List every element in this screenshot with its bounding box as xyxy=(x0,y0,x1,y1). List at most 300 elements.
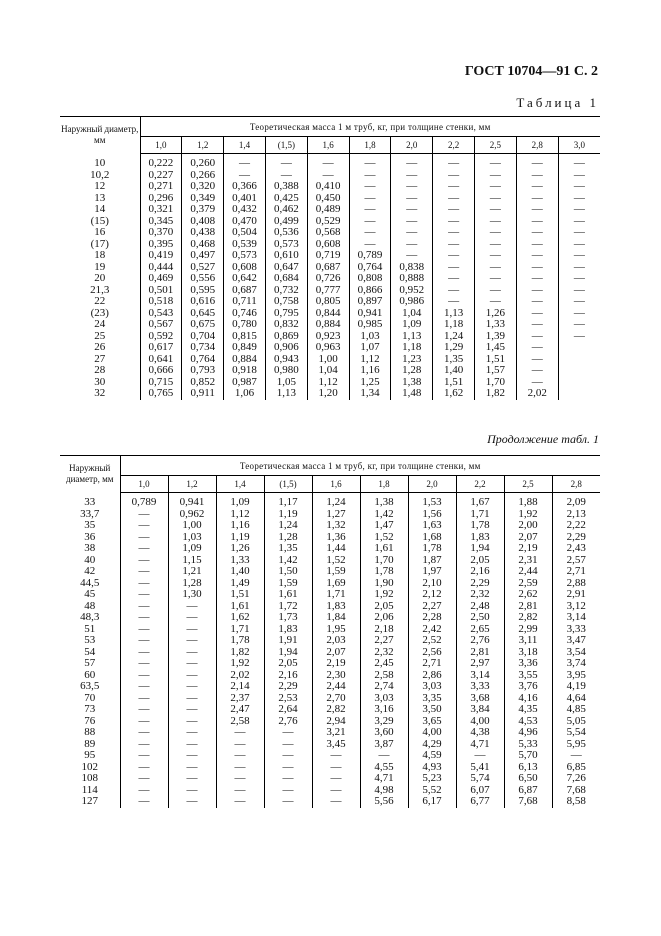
mass-cell: — xyxy=(391,193,433,205)
mass-cell: 1,48 xyxy=(391,388,433,400)
mass-cell: — xyxy=(360,750,408,762)
mass-cell: — xyxy=(516,273,558,285)
wall-thickness-header: (1,5) xyxy=(265,137,307,154)
mass-cell: — xyxy=(475,193,517,205)
wall-thickness-header: 2,5 xyxy=(475,137,517,154)
mass-cell: 0,777 xyxy=(307,285,349,297)
mass-cell: 0,726 xyxy=(307,273,349,285)
mass-cell: 1,44 xyxy=(312,543,360,555)
mass-cell: 7,68 xyxy=(504,796,552,808)
mass-cell: 4,98 xyxy=(360,785,408,797)
mass-cell: 3,55 xyxy=(504,670,552,682)
mass-cell: 0,568 xyxy=(307,227,349,239)
mass-cell: 1,26 xyxy=(216,543,264,555)
mass-cell xyxy=(558,388,600,400)
mass-cell: 0,349 xyxy=(182,193,224,205)
mass-cell: — xyxy=(120,589,168,601)
mass-cell: — xyxy=(391,170,433,182)
mass-cell: 0,838 xyxy=(391,262,433,274)
table-row xyxy=(60,250,600,262)
mass-cell: 0,438 xyxy=(182,227,224,239)
mass-cell: 1,24 xyxy=(312,493,360,509)
mass-cell: 0,884 xyxy=(307,319,349,331)
mass-cell: 0,941 xyxy=(349,308,391,320)
mass-cell: — xyxy=(264,739,312,751)
mass-cell: — xyxy=(120,601,168,613)
mass-cell: 0,687 xyxy=(224,285,266,297)
mass-cell: 2,74 xyxy=(360,681,408,693)
mass-cell: 1,21 xyxy=(168,566,216,578)
mass-cell: — xyxy=(349,193,391,205)
mass-cell: — xyxy=(475,216,517,228)
mass-cell: 3,35 xyxy=(408,693,456,705)
table-row xyxy=(60,342,600,354)
mass-cell: — xyxy=(264,785,312,797)
mass-cell: 2,82 xyxy=(504,612,552,624)
mass-cell: 2,10 xyxy=(408,578,456,590)
mass-cell: — xyxy=(168,601,216,613)
mass-cell: 0,608 xyxy=(307,239,349,251)
mass-cell: 5,54 xyxy=(552,727,600,739)
mass-cell: 1,84 xyxy=(312,612,360,624)
mass-cell: 0,556 xyxy=(182,273,224,285)
mass-cell: 0,379 xyxy=(182,204,224,216)
mass-cell: 0,610 xyxy=(265,250,307,262)
mass-cell: — xyxy=(120,750,168,762)
mass-cell: 0,529 xyxy=(307,216,349,228)
mass-cell: 2,97 xyxy=(456,658,504,670)
diameter-cell: 21,3 xyxy=(60,285,140,297)
mass-cell: — xyxy=(475,170,517,182)
wall-thickness-header: 1,6 xyxy=(312,476,360,493)
mass-cell: 2,91 xyxy=(552,589,600,601)
wall-thickness-header: 2,0 xyxy=(391,137,433,154)
mass-cell: 1,03 xyxy=(349,331,391,343)
mass-cell: 0,641 xyxy=(140,354,182,366)
table-row xyxy=(60,181,600,193)
mass-cell: — xyxy=(558,308,600,320)
mass-cell: — xyxy=(516,204,558,216)
mass-cell: 0,719 xyxy=(307,250,349,262)
mass-cell: 3,87 xyxy=(360,739,408,751)
mass-cell: — xyxy=(168,785,216,797)
mass-cell: 0,260 xyxy=(182,154,224,170)
mass-cell: — xyxy=(516,296,558,308)
mass-cell: 0,296 xyxy=(140,193,182,205)
table-row xyxy=(60,750,600,762)
mass-cell: 1,24 xyxy=(433,331,475,343)
mass-cell: — xyxy=(433,154,475,170)
wall-thickness-header: 3,0 xyxy=(558,137,600,154)
diameter-cell: 88 xyxy=(60,727,120,739)
table-row xyxy=(60,704,600,716)
mass-cell: — xyxy=(224,154,266,170)
mass-cell: 2,58 xyxy=(216,716,264,728)
mass-cell: — xyxy=(120,773,168,785)
mass-cell: — xyxy=(264,773,312,785)
diameter-cell: 10 xyxy=(60,154,140,170)
mass-cell: 4,35 xyxy=(504,704,552,716)
mass-cell: — xyxy=(168,658,216,670)
mass-cell: — xyxy=(216,750,264,762)
mass-cell: 3,54 xyxy=(552,647,600,659)
mass-cell: 3,76 xyxy=(504,681,552,693)
diameter-cell: 33 xyxy=(60,493,120,509)
table-row xyxy=(60,154,600,170)
mass-cell: — xyxy=(391,216,433,228)
mass-cell: — xyxy=(391,181,433,193)
table-row xyxy=(60,296,600,308)
mass-cell: 1,36 xyxy=(312,532,360,544)
diameter-cell: 76 xyxy=(60,716,120,728)
diameter-cell: 30 xyxy=(60,377,140,389)
mass-cell: — xyxy=(168,624,216,636)
mass-cell: 4,53 xyxy=(504,716,552,728)
mass-cell: 1,51 xyxy=(216,589,264,601)
mass-cell: 1,00 xyxy=(307,354,349,366)
mass-cell: 2,56 xyxy=(408,647,456,659)
diameter-cell: 24 xyxy=(60,319,140,331)
mass-cell: — xyxy=(516,227,558,239)
mass-cell: — xyxy=(312,750,360,762)
mass-cell: 1,16 xyxy=(349,365,391,377)
diameter-cell: 70 xyxy=(60,693,120,705)
diameter-cell: 60 xyxy=(60,670,120,682)
mass-cell: — xyxy=(216,762,264,774)
table-row xyxy=(60,227,600,239)
mass-cell: 0,266 xyxy=(182,170,224,182)
mass-cell: 0,536 xyxy=(265,227,307,239)
diameter-cell: 13 xyxy=(60,193,140,205)
wall-thickness-header: 2,8 xyxy=(516,137,558,154)
mass-cell: 2,88 xyxy=(552,578,600,590)
wall-thickness-header: 1,2 xyxy=(168,476,216,493)
mass-cell: 0,687 xyxy=(307,262,349,274)
mass-cell: 2,05 xyxy=(456,555,504,567)
mass-cell: 5,70 xyxy=(504,750,552,762)
mass-cell: 1,62 xyxy=(433,388,475,400)
diameter-cell: 28 xyxy=(60,365,140,377)
mass-cell: 0,616 xyxy=(182,296,224,308)
mass-cell: 0,499 xyxy=(265,216,307,228)
mass-cell: — xyxy=(558,331,600,343)
mass-cell: 2,28 xyxy=(408,612,456,624)
mass-cell: — xyxy=(216,773,264,785)
mass-cell: — xyxy=(312,762,360,774)
mass-cell: 0,897 xyxy=(349,296,391,308)
mass-cell: 0,765 xyxy=(140,388,182,400)
mass-cell: 4,59 xyxy=(408,750,456,762)
wall-thickness-header: 1,0 xyxy=(140,137,182,154)
mass-cell: 0,793 xyxy=(182,365,224,377)
mass-cell: — xyxy=(120,716,168,728)
mass-cell: — xyxy=(120,612,168,624)
diameter-cell: 114 xyxy=(60,785,120,797)
mass-cell: — xyxy=(216,739,264,751)
mass-cell: 2,86 xyxy=(408,670,456,682)
mass-cell: — xyxy=(558,250,600,262)
mass-cell: 3,03 xyxy=(408,681,456,693)
mass-cell: — xyxy=(224,170,266,182)
mass-cell: 1,78 xyxy=(456,520,504,532)
mass-cell: — xyxy=(475,296,517,308)
mass-cell: 1,61 xyxy=(264,589,312,601)
mass-cell: 2,81 xyxy=(504,601,552,613)
wall-thickness-header: 2,2 xyxy=(433,137,475,154)
mass-cell: 1,70 xyxy=(475,377,517,389)
mass-cell: 0,419 xyxy=(140,250,182,262)
mass-cell: — xyxy=(558,204,600,216)
mass-cell: — xyxy=(558,227,600,239)
table-row xyxy=(60,681,600,693)
mass-cell: — xyxy=(475,227,517,239)
mass-cell: 0,675 xyxy=(182,319,224,331)
mass-cell: — xyxy=(433,296,475,308)
mass-cell: — xyxy=(120,658,168,670)
mass-cell: 1,38 xyxy=(391,377,433,389)
diameter-cell: 20 xyxy=(60,273,140,285)
mass-cell: 1,09 xyxy=(391,319,433,331)
mass-cell: 1,13 xyxy=(265,388,307,400)
mass-cell: 4,29 xyxy=(408,739,456,751)
mass-cell: 0,987 xyxy=(224,377,266,389)
mass-cell: 3,21 xyxy=(312,727,360,739)
mass-cell: — xyxy=(516,342,558,354)
mass-cell: 2,70 xyxy=(312,693,360,705)
mass-cell: 0,906 xyxy=(265,342,307,354)
mass-cell: 5,95 xyxy=(552,739,600,751)
mass-cell: 3,50 xyxy=(408,704,456,716)
wall-thickness-header: 1,4 xyxy=(224,137,266,154)
table-row xyxy=(60,773,600,785)
table-row xyxy=(60,319,600,331)
mass-cell: 0,395 xyxy=(140,239,182,251)
mass-cell: 4,00 xyxy=(456,716,504,728)
mass-cell: 0,789 xyxy=(120,493,168,509)
mass-cell: 4,96 xyxy=(504,727,552,739)
mass-cell: 0,450 xyxy=(307,193,349,205)
mass-cell: — xyxy=(168,693,216,705)
mass-cell: 0,815 xyxy=(224,331,266,343)
mass-cell: 2,52 xyxy=(408,635,456,647)
mass-cell: 2,30 xyxy=(312,670,360,682)
mass-cell: 1,88 xyxy=(504,493,552,509)
mass-cell: 2,71 xyxy=(552,566,600,578)
mass-cell: 1,40 xyxy=(433,365,475,377)
mass-cell: 0,746 xyxy=(224,308,266,320)
mass-cell: 2,65 xyxy=(456,624,504,636)
mass-cell: 1,33 xyxy=(216,555,264,567)
mass-cell: 0,758 xyxy=(265,296,307,308)
mass-cell: 7,26 xyxy=(552,773,600,785)
mass-cell: — xyxy=(558,193,600,205)
mass-cell: 3,14 xyxy=(552,612,600,624)
mass-cell: — xyxy=(264,796,312,808)
mass-cell: — xyxy=(475,285,517,297)
mass-cell: — xyxy=(120,693,168,705)
mass-cell: 6,87 xyxy=(504,785,552,797)
wall-thickness-header: 1,2 xyxy=(182,137,224,154)
mass-cell: 0,952 xyxy=(391,285,433,297)
mass-cell: 0,805 xyxy=(307,296,349,308)
mass-cell: — xyxy=(168,612,216,624)
mass-cell: — xyxy=(312,773,360,785)
mass-cell: 1,90 xyxy=(360,578,408,590)
mass-cell: — xyxy=(120,796,168,808)
mass-cell: 3,18 xyxy=(504,647,552,659)
mass-cell: 1,92 xyxy=(216,658,264,670)
mass-cell: 0,918 xyxy=(224,365,266,377)
mass-cell: 3,95 xyxy=(552,670,600,682)
mass-cell: 1,15 xyxy=(168,555,216,567)
mass-cell: 2,00 xyxy=(504,520,552,532)
diameter-cell: 38 xyxy=(60,543,120,555)
mass-cell: 3,29 xyxy=(360,716,408,728)
mass-cell: 0,715 xyxy=(140,377,182,389)
mass-cell: — xyxy=(558,181,600,193)
mass-cell: — xyxy=(168,704,216,716)
mass-cell: 1,87 xyxy=(408,555,456,567)
mass-cell: — xyxy=(475,204,517,216)
mass-cell: 2,71 xyxy=(408,658,456,670)
mass-cell: 1,33 xyxy=(475,319,517,331)
mass-cell: 2,42 xyxy=(408,624,456,636)
mass-cell: 0,388 xyxy=(265,181,307,193)
mass-cell: 1,70 xyxy=(360,555,408,567)
table-row xyxy=(60,273,600,285)
mass-cell: — xyxy=(168,773,216,785)
mass-cell: 0,789 xyxy=(349,250,391,262)
mass-cell: — xyxy=(168,762,216,774)
mass-cell: 3,03 xyxy=(360,693,408,705)
mass-cell: 4,85 xyxy=(552,704,600,716)
mass-cell: 1,16 xyxy=(216,520,264,532)
diameter-cell: 63,5 xyxy=(60,681,120,693)
mass-cell: 0,943 xyxy=(265,354,307,366)
mass-cell: 3,60 xyxy=(360,727,408,739)
mass-cell: — xyxy=(516,285,558,297)
mass-cell: 1,38 xyxy=(360,493,408,509)
mass-cell: 2,43 xyxy=(552,543,600,555)
mass-cell: 0,986 xyxy=(391,296,433,308)
mass-cell: — xyxy=(516,181,558,193)
mass-cell: 2,59 xyxy=(504,578,552,590)
mass-cell: — xyxy=(349,154,391,170)
mass-cell: 1,04 xyxy=(391,308,433,320)
mass-cell xyxy=(558,377,600,389)
mass-cell: 2,37 xyxy=(216,693,264,705)
mass-cell: 0,869 xyxy=(265,331,307,343)
mass-cell: 1,09 xyxy=(168,543,216,555)
mass-cell: 0,468 xyxy=(182,239,224,251)
mass-cell: — xyxy=(168,647,216,659)
mass-cell: 0,271 xyxy=(140,181,182,193)
mass-cell: — xyxy=(558,296,600,308)
mass-cell: 0,911 xyxy=(182,388,224,400)
mass-cell: 0,469 xyxy=(140,273,182,285)
mass-cell: 1,52 xyxy=(312,555,360,567)
mass-cell: 1,28 xyxy=(264,532,312,544)
diameter-cell: 36 xyxy=(60,532,120,544)
mass-cell: 0,497 xyxy=(182,250,224,262)
mass-cell: 0,647 xyxy=(265,262,307,274)
mass-cell: 1,61 xyxy=(360,543,408,555)
diameter-cell: 33,7 xyxy=(60,509,120,521)
mass-cell: 0,645 xyxy=(182,308,224,320)
mass-cell: — xyxy=(216,796,264,808)
mass-cell: 1,57 xyxy=(475,365,517,377)
diameter-cell: 57 xyxy=(60,658,120,670)
mass-cell: — xyxy=(433,204,475,216)
diameter-cell: 108 xyxy=(60,773,120,785)
mass-cell: 0,780 xyxy=(224,319,266,331)
mass-cell: 8,58 xyxy=(552,796,600,808)
mass-cell: 1,12 xyxy=(307,377,349,389)
mass-cell: 2,07 xyxy=(504,532,552,544)
mass-cell: 1,69 xyxy=(312,578,360,590)
mass-cell: 4,00 xyxy=(408,727,456,739)
mass-cell: — xyxy=(120,509,168,521)
mass-cell: — xyxy=(168,635,216,647)
mass-cell: 1,27 xyxy=(312,509,360,521)
mass-cell: 1,97 xyxy=(408,566,456,578)
mass-cell: 2,44 xyxy=(312,681,360,693)
mass-cell: 2,18 xyxy=(360,624,408,636)
mass-cell: 0,504 xyxy=(224,227,266,239)
table-1-continuation xyxy=(60,455,600,808)
mass-cell: 0,734 xyxy=(182,342,224,354)
mass-cell: 1,19 xyxy=(216,532,264,544)
mass-cell: — xyxy=(516,170,558,182)
mass-cell: 1,04 xyxy=(307,365,349,377)
mass-cell: 1,63 xyxy=(408,520,456,532)
mass-cell: — xyxy=(120,520,168,532)
table1-corner-header: Наружный диаметр, мм xyxy=(60,117,140,154)
wall-thickness-header: 2,2 xyxy=(456,476,504,493)
mass-cell: 0,539 xyxy=(224,239,266,251)
mass-cell: 3,16 xyxy=(360,704,408,716)
mass-cell: 1,18 xyxy=(433,319,475,331)
mass-cell: 1,83 xyxy=(456,532,504,544)
wall-thickness-header: (1,5) xyxy=(264,476,312,493)
mass-cell: — xyxy=(516,365,558,377)
mass-cell: 1,71 xyxy=(312,589,360,601)
mass-cell: — xyxy=(168,716,216,728)
table-row xyxy=(60,520,600,532)
table-row xyxy=(60,796,600,808)
mass-cell: 1,35 xyxy=(264,543,312,555)
mass-cell: — xyxy=(120,704,168,716)
mass-cell: 0,732 xyxy=(265,285,307,297)
mass-cell: — xyxy=(433,193,475,205)
mass-cell: 0,666 xyxy=(140,365,182,377)
mass-cell: 2,81 xyxy=(456,647,504,659)
mass-cell: 1,26 xyxy=(475,308,517,320)
mass-cell: — xyxy=(391,154,433,170)
diameter-cell: (23) xyxy=(60,308,140,320)
mass-cell: 4,19 xyxy=(552,681,600,693)
mass-cell: — xyxy=(433,239,475,251)
mass-cell: 1,13 xyxy=(433,308,475,320)
mass-cell: 1,56 xyxy=(408,509,456,521)
mass-cell: 1,51 xyxy=(475,354,517,366)
mass-cell: 0,795 xyxy=(265,308,307,320)
mass-cell: 1,32 xyxy=(312,520,360,532)
mass-cell: — xyxy=(516,331,558,343)
mass-cell: 4,71 xyxy=(456,739,504,751)
mass-cell: 2,16 xyxy=(456,566,504,578)
mass-cell: — xyxy=(475,262,517,274)
